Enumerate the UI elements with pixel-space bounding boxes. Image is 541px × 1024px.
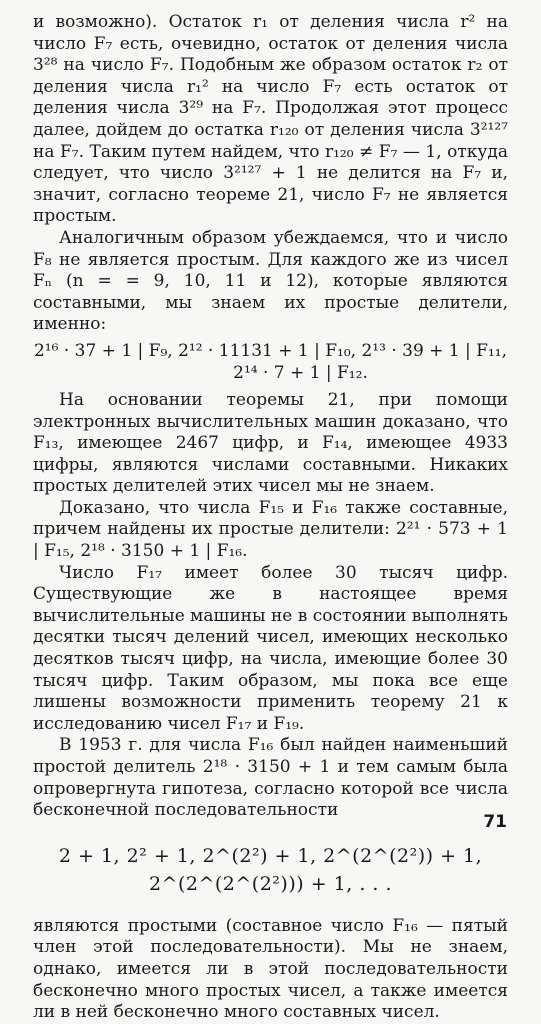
- fermat-sequence: 2 + 1, 2² + 1, 2^(2²) + 1, 2^(2^(2²)) + 1, 2^(2^(2^(2²))) + 1, . . .: [58, 844, 483, 895]
- page-number: 71: [483, 812, 507, 832]
- paragraph-5: Число F₁₇ имеет более 30 тысяч цифр. Существующие же в настоящее время вычислительные машины не в состоянии выполнять десятки тысяч делений чисел, имеющих несколько десятков тысяч цифр, на числа, имеющие более 30 тысяч цифр. Таким образом, мы пока все еще лишены возможности применить теорему 21 к исследованию чисел F₁₇ и F₁₉.: [33, 562, 508, 734]
- paragraph-2: Аналогичным образом убеждаемся, что и число F₈ не является простым. Для каждого же из чисел Fₙ (n = = 9, 10, 11 и 12), которые являются составными, мы знаем их простые делители, именно:: [33, 227, 508, 335]
- formula-line-1: 2¹⁶ · 37 + 1 | F₉, 2¹² · 11131 + 1 | F₁₀, 2¹³ · 39 + 1 | F₁₁,: [33, 340, 507, 361]
- paragraph-6: В 1953 г. для числа F₁₆ был найден наименьший простой делитель 2¹⁸ · 3150 + 1 и тем самым была опровергнута гипотеза, согласно которой все числа бесконечной последовательности: [33, 735, 508, 821]
- formula-line-2: 2¹⁴ · 7 + 1 | F₁₂.: [233, 362, 368, 383]
- paragraph-7: являются простыми (составное число F₁₆ — пятый член этой последовательности). Мы не знаем, однако, имеется ли в этой последовательности бесконечно много простых чисел, а также имеется ли в ней бесконечно много составных чисел.: [33, 915, 508, 1023]
- paragraph-3: На основании теоремы 21, при помощи электронных вычислительных машин доказано, что F₁₃, имеющее 2467 цифр, и F₁₄, имеющее 4933 цифры, являются числами составными. Никаких простых делителей этих чисел мы не знаем.: [33, 389, 508, 497]
- paragraph-4: Доказано, что числа F₁₅ и F₁₆ также составные, причем найдены их простые делители: 2²¹ · 573 + 1 | F₁₅, 2¹⁸ · 3150 + 1 | F₁₆.: [33, 497, 508, 562]
- paragraph-1: и возможно). Остаток r₁ от деления числа r² на число F₇ есть, очевидно, остаток от деления числа 3²⁸ на число F₇. Подобным же образом остаток r₂ от деления числа r₁² на число F₇ есть остаток от деления числа 3²⁹ на F₇. Продолжая этот процесс далее, дойдем до остатка r₁₂₀ от деления числа 3²¹²⁷ на F₇. Таким путем найдем, что r₁₂₀ ≠ F₇ — 1, откуда следует, что число 3²¹²⁷ + 1 не делится на F₇ и, значит, согласно теореме 21, число F₇ не является простым.: [33, 12, 508, 227]
